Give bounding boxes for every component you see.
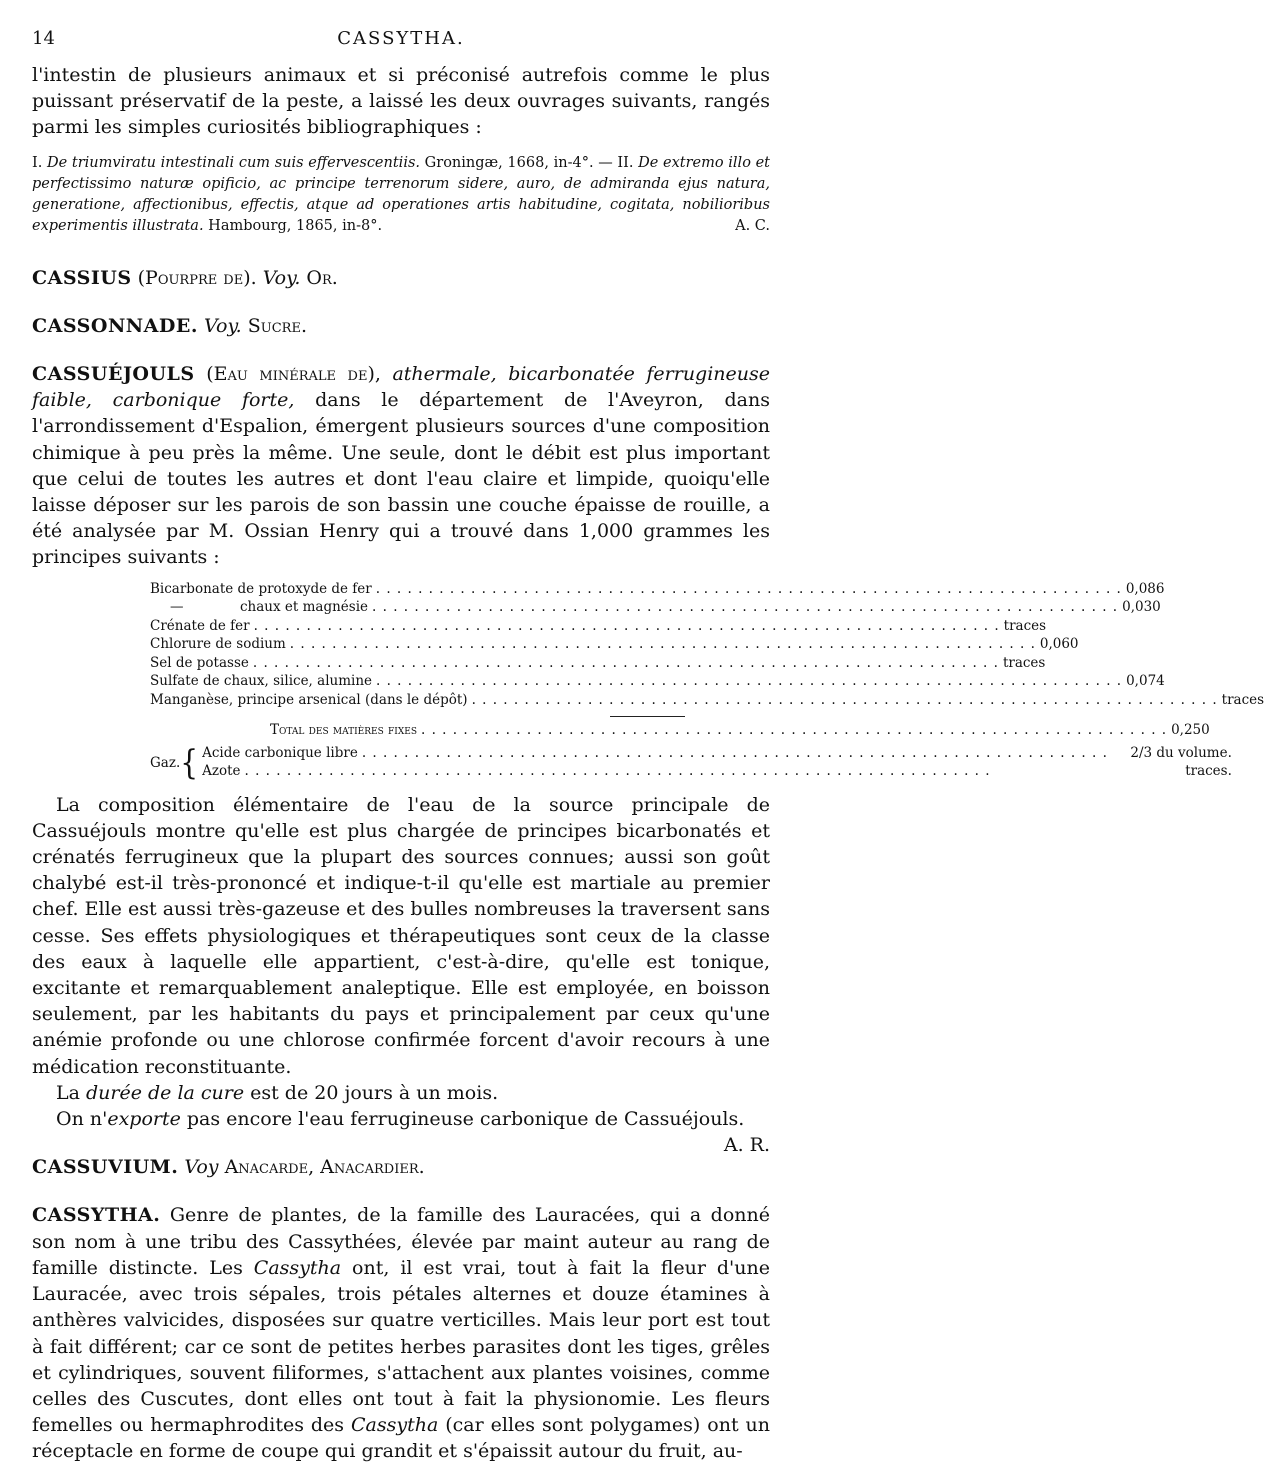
- qualifier: (Eau minérale de),: [206, 363, 381, 386]
- cross-reference: Or.: [306, 266, 338, 289]
- text: La: [56, 1081, 86, 1104]
- table-row: [150, 673, 1165, 692]
- cassuejouls-text: dans le département de l'Aveyron, dans l'arrondissement d'Espalion, émergent plusieurs sources d'une composition chimique à peu près la même. Une seule, dont le débit est plus important que celui de toutes les autres et dont l'eau claire et limpide, quoiqu'elle laisse déposer sur les parois de son bassin une couche épaisse de rouille, a été analysée par M. Ossian Henry qui a trouvé dans 1,000 grammes les principes suivants :: [32, 389, 770, 569]
- table-row: [150, 617, 1047, 637]
- row-name: Acide carbonique libre: [202, 744, 358, 761]
- row-name: Bicarbonate de protoxyde de fer: [150, 580, 372, 597]
- row-name: Chlorure de sodium: [150, 636, 286, 653]
- table-row: [202, 763, 1232, 782]
- headword: CASSONNADE.: [32, 314, 198, 337]
- entry-cassonnade: [32, 313, 770, 339]
- ref-number: I.: [32, 154, 48, 171]
- gas-group: [150, 742, 1232, 783]
- cassuejouls-paragraph: La composition élémentaire de l'eau de la source principale de Cassuéjouls montre qu'elle est plus chargée de principes bicarbonatés et crénatés ferrugineux que la plupart des sources connues; aussi son goût chalybé est-il très-prononcé et indique-t-il qu'elle est martiale au premier chef. Elle est aussi très-gazeuse et des bulles nombreuses la traversent sans cesse. Ses effets physiologiques et thérapeutiques sont ceux de la classe des eaux à laquelle elle appartient, c'est-à-dire, qu'elle est tonique, excitante et remarquablement analeptique. Elle est employée, en boisson seulement, par les habitants du pays et principalement par ceux qu'une anémie profonde ou une chlorose confirmée forcent d'avoir recours à une médication reconstituante.: [32, 793, 770, 1078]
- total-value: 0,250: [1171, 722, 1210, 739]
- ref-title-1: De triumviratu intestinali cum suis effervescentiis.: [47, 154, 421, 171]
- text: ont, il est vrai, tout à fait la fleur d'une Lauracée, avec trois sépales, trois pétales alternes et douze étamines à anthères valvicides, disposées sur quatre verticilles. Mais leur port est tout à fait différent; car ce sont de petites herbes parasites dont les tiges, grêles et cylindriques, souvent filiformes, s'attachent aux plantes voisines, comme celles des Cuscutes, dont elles ont tout à fait la physionomie. Les fleurs femelles ou hermaphrodites des: [32, 1256, 770, 1437]
- page: [32, 28, 1264, 1465]
- table-row: [150, 599, 1161, 618]
- ref-imprint-2: Hambourg, 1865, in-8°.: [203, 217, 383, 234]
- table-row: [202, 745, 1232, 764]
- table-row: [150, 580, 1165, 600]
- table-row: [150, 654, 1046, 674]
- qualifier: (Pourpre de).: [137, 266, 257, 289]
- total-label: Total des matières fixes: [270, 722, 417, 739]
- row-value: 2/3 du volume.: [1130, 744, 1232, 761]
- composition-table: [150, 580, 1264, 783]
- intro-paragraph: l'intestin de plusieurs animaux et si préconisé autrefois comme le plus puissant préservatif de la peste, a laissé les deux ouvrages suivants, rangés parmi les simples curiosités bibliographiques :: [32, 64, 770, 139]
- cassuejouls-intro: [32, 361, 770, 571]
- cure-duration: [32, 1080, 770, 1106]
- row-name: Azote: [202, 763, 241, 780]
- row-value: 0,074: [1126, 673, 1165, 690]
- headword: CASSIUS: [32, 266, 132, 289]
- voy-label: Voy: [184, 1156, 219, 1179]
- row-value: traces: [1221, 691, 1264, 708]
- ref-imprint-1: Groningæ, 1668, in-4°. — II.: [420, 154, 639, 171]
- row-value: 0,060: [1039, 636, 1079, 653]
- italic-text: exporte: [107, 1108, 181, 1131]
- gas-label: Gaz.: [150, 755, 181, 772]
- running-head: [32, 28, 770, 62]
- text: (car elles sont polygames) ont un réceptacle en forme de coupe qui grandit et s'épaissit autour du fruit, au-: [32, 1414, 771, 1463]
- total-row: [150, 722, 1210, 741]
- genus-name: Cassytha: [253, 1256, 342, 1279]
- entry-cassuvium: [32, 1154, 770, 1180]
- entry-cassytha: [32, 1202, 770, 1464]
- text: On n': [56, 1108, 108, 1131]
- row-value: 0,030: [1122, 599, 1161, 616]
- sum-rule: [610, 716, 685, 717]
- row-value: traces: [1002, 654, 1046, 671]
- signature: A. R.: [723, 1134, 770, 1157]
- table-row: [150, 636, 1079, 655]
- brace-glyph: {: [180, 742, 199, 783]
- row-name: Sel de potasse: [150, 654, 249, 671]
- text: pas encore l'eau ferrugineuse carbonique de Cassuéjouls.: [180, 1108, 745, 1131]
- row-name: Sulfate de chaux, silice, alumine: [150, 673, 373, 690]
- text: est de 20 jours à un mois.: [244, 1081, 499, 1104]
- ditto-dash: —: [170, 599, 184, 616]
- page-number: 14: [32, 28, 55, 49]
- headword: CASSUÉJOULS: [32, 363, 195, 386]
- cross-reference: Anacarde, Anacardier.: [224, 1156, 425, 1179]
- water-classification: athermale, bicarbonatée ferrugineuse faible, carbonique forte,: [32, 363, 771, 412]
- export-note: [32, 1106, 770, 1157]
- voy-label: Voy.: [204, 314, 242, 337]
- bibliography-refs: [32, 153, 770, 237]
- ref-title-2: De extremo illo et perfectissimo naturæ opificio, ac principe terrenorum sidere, auro, de admiranda ejus natura, generatione, affectionibus, effectis, atque ad operationes artis habitudine, cogitata, nobilioribus experimentis illustrata.: [32, 154, 770, 234]
- signature: A. C.: [735, 217, 770, 234]
- running-title: CASSYTHA.: [337, 28, 465, 49]
- table-row: [150, 691, 1264, 711]
- voy-label: Voy.: [262, 266, 301, 289]
- genus-name: Cassytha: [351, 1414, 439, 1437]
- entry-cassuejouls: [32, 361, 1264, 1157]
- headword: CASSUVIUM.: [32, 1156, 179, 1179]
- row-name: Manganèse, principe arsenical (dans le dépôt): [150, 691, 468, 708]
- italic-text: durée de la cure: [85, 1081, 245, 1104]
- row-value: traces: [1003, 617, 1047, 634]
- row-value: traces.: [1185, 763, 1232, 780]
- row-name: chaux et magnésie: [240, 599, 369, 616]
- headword: CASSYTHA.: [32, 1204, 161, 1227]
- cross-reference: Sucre.: [247, 314, 308, 337]
- row-value: 0,086: [1125, 580, 1165, 597]
- text: Genre de plantes, de la famille des Lauracées, qui a donné son nom à une tribu des Cassythées, élevée par maint auteur au rang de famille distincte. Les: [32, 1204, 770, 1279]
- entry-cassius: [32, 265, 770, 291]
- row-name: Crénate de fer: [150, 617, 250, 634]
